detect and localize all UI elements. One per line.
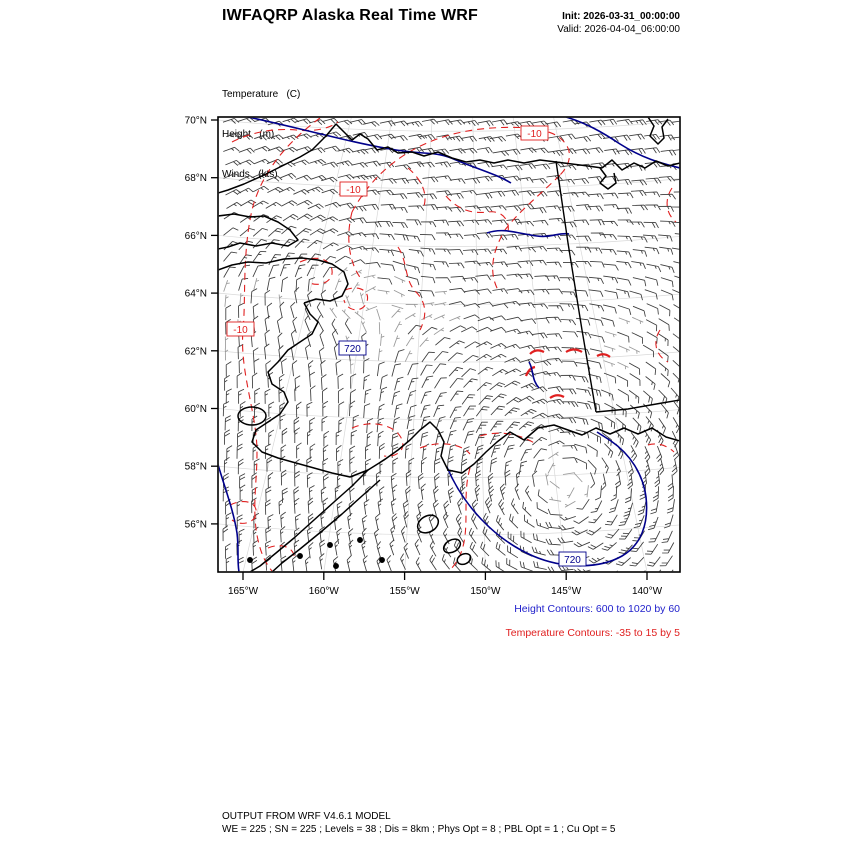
model-name: OUTPUT FROM WRF V4.6.1 MODEL bbox=[222, 811, 391, 822]
legend-height: Height (m) bbox=[222, 129, 275, 141]
valid-time: Valid: 2026-04-04_06:00:00 bbox=[557, 24, 680, 35]
lon-tick-label: 160°W bbox=[308, 586, 339, 597]
alaska-canada-border bbox=[556, 161, 596, 412]
height-contour-label bbox=[339, 341, 366, 355]
page-title: IWFAQRP Alaska Real Time WRF bbox=[221, 7, 479, 24]
svg-text:-10: -10 bbox=[527, 129, 542, 140]
lon-tick-label: 155°W bbox=[389, 586, 420, 597]
temperature-contour-label bbox=[521, 126, 548, 140]
temperature-fragments-layer bbox=[526, 350, 610, 399]
lon-tick-label: 145°W bbox=[551, 586, 582, 597]
svg-text:-10: -10 bbox=[233, 325, 248, 336]
graticule-layer bbox=[218, 117, 680, 572]
coastline-layer bbox=[218, 117, 680, 572]
lat-tick-label: 58°N bbox=[184, 461, 207, 473]
height-contour-note: Height Contours: 600 to 1020 by 60 bbox=[514, 603, 680, 615]
height-contour-label bbox=[559, 552, 586, 566]
lon-tick-label: 140°W bbox=[631, 586, 663, 597]
wind-barbs-layer bbox=[223, 118, 690, 581]
svg-text:720: 720 bbox=[564, 555, 581, 566]
lon-tick-label: 150°W bbox=[470, 586, 501, 597]
temperature-contour-note: Temperature Contours: -35 to 15 by 5 bbox=[505, 627, 680, 639]
svg-text:-10: -10 bbox=[346, 185, 361, 196]
height-contours-layer bbox=[217, 117, 680, 572]
lat-tick-label: 70°N bbox=[184, 115, 207, 127]
model-footer bbox=[222, 810, 615, 836]
svg-text:720: 720 bbox=[344, 344, 361, 355]
lat-tick-label: 60°N bbox=[184, 404, 207, 415]
lat-tick-label: 64°N bbox=[184, 288, 207, 300]
temperature-contour-label bbox=[340, 182, 367, 196]
temperature-contour-label bbox=[227, 322, 254, 336]
init-time: Init: 2026-03-31_00:00:00 bbox=[562, 11, 680, 22]
lat-tick-label: 66°N bbox=[184, 230, 207, 242]
kodiak-island bbox=[414, 512, 441, 537]
lat-tick-label: 62°N bbox=[184, 346, 207, 358]
lon-tick-label: 165°W bbox=[227, 586, 259, 597]
legend-winds: Winds (kts) bbox=[222, 168, 278, 180]
legend-temperature: Temperature (C) bbox=[222, 89, 301, 101]
model-config: WE = 225 ; SN = 225 ; Levels = 38 ; Dis = 8km ; Phys Opt = 8 ; PBL Opt = 1 ; Cu Opt = 5 bbox=[222, 824, 616, 835]
lat-tick-label: 56°N bbox=[184, 519, 207, 531]
lat-tick-label: 68°N bbox=[184, 173, 207, 185]
